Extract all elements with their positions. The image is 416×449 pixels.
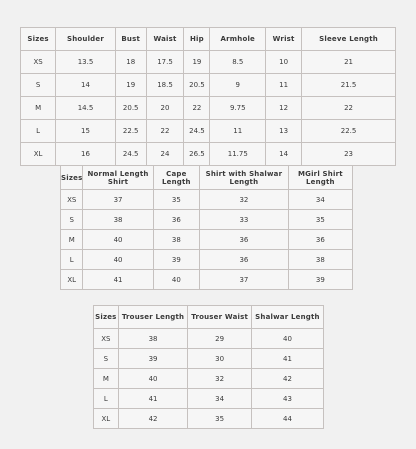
table-cell: 33 — [200, 210, 289, 230]
table-cell: 39 — [153, 250, 200, 270]
table-cell: 23 — [302, 143, 396, 166]
table-cell: 14 — [56, 74, 116, 97]
table-cell: 36 — [200, 250, 289, 270]
table-cell: 36 — [288, 230, 352, 250]
table-row — [94, 349, 324, 369]
table-cell: 44 — [251, 409, 323, 429]
table-cell: 42 — [118, 409, 188, 429]
table-row — [21, 143, 396, 166]
table-cell: S — [21, 74, 56, 97]
table-cell: 13 — [266, 120, 302, 143]
column-header: Hip — [184, 28, 210, 51]
table-row — [61, 210, 353, 230]
table-cell: 37 — [83, 190, 153, 210]
column-header: MGirl Shirt Length — [288, 166, 352, 190]
table-cell: 24 — [146, 143, 184, 166]
column-header: Wrist — [266, 28, 302, 51]
table-cell: 21 — [302, 51, 396, 74]
table-cell: 35 — [288, 210, 352, 230]
table-cell: L — [21, 120, 56, 143]
table-cell: S — [94, 349, 119, 369]
table-row — [21, 97, 396, 120]
table-row — [61, 190, 353, 210]
table-cell: 16 — [56, 143, 116, 166]
table-cell: L — [94, 389, 119, 409]
table-row — [94, 409, 324, 429]
table-cell: 15 — [56, 120, 116, 143]
table-cell: 9.75 — [210, 97, 266, 120]
table-cell: S — [61, 210, 83, 230]
column-header: Trouser Waist — [188, 306, 252, 329]
table-cell: 40 — [83, 230, 153, 250]
table-cell: 35 — [153, 190, 200, 210]
table-cell: 20.5 — [184, 74, 210, 97]
column-header: Sizes — [21, 28, 56, 51]
table-cell: M — [61, 230, 83, 250]
table-cell: 26.5 — [184, 143, 210, 166]
table-header-row — [61, 166, 353, 190]
table-cell: 11 — [210, 120, 266, 143]
table-header-row — [21, 28, 396, 51]
table-row — [94, 329, 324, 349]
table-cell: 34 — [288, 190, 352, 210]
table-cell: 10 — [266, 51, 302, 74]
table-cell: 40 — [153, 270, 200, 290]
table-cell: 24.5 — [184, 120, 210, 143]
column-header: Normal Length Shirt — [83, 166, 153, 190]
table-cell: 38 — [118, 329, 188, 349]
table-cell: 12 — [266, 97, 302, 120]
table-row — [21, 120, 396, 143]
table-row — [61, 230, 353, 250]
column-header: Shirt with Shalwar Length — [200, 166, 289, 190]
table-cell: XS — [94, 329, 119, 349]
table-cell: 14 — [266, 143, 302, 166]
table-cell: 17.5 — [146, 51, 184, 74]
table-cell: L — [61, 250, 83, 270]
size-chart-body — [20, 27, 396, 166]
table-cell: 22.5 — [115, 120, 146, 143]
column-header: Cape Length — [153, 166, 200, 190]
table-cell: 37 — [200, 270, 289, 290]
table-cell: 41 — [118, 389, 188, 409]
table-cell: 32 — [200, 190, 289, 210]
column-header: Shoulder — [56, 28, 116, 51]
table-cell: 43 — [251, 389, 323, 409]
table-cell: 19 — [184, 51, 210, 74]
table-cell: XL — [21, 143, 56, 166]
table-cell: 38 — [288, 250, 352, 270]
table-cell: 22 — [184, 97, 210, 120]
table-cell: XS — [61, 190, 83, 210]
column-header: Bust — [115, 28, 146, 51]
table-cell: 29 — [188, 329, 252, 349]
table-cell: 32 — [188, 369, 252, 389]
table-header-row — [94, 306, 324, 329]
table-cell: 8.5 — [210, 51, 266, 74]
table-cell: 41 — [251, 349, 323, 369]
table-cell: 42 — [251, 369, 323, 389]
table-cell: 38 — [153, 230, 200, 250]
column-header: Sizes — [94, 306, 119, 329]
size-chart-shirt — [60, 165, 353, 290]
table-cell: 38 — [83, 210, 153, 230]
column-header: Waist — [146, 28, 184, 51]
table-cell: 18 — [115, 51, 146, 74]
table-cell: 40 — [251, 329, 323, 349]
table-cell: 41 — [83, 270, 153, 290]
table-cell: 40 — [83, 250, 153, 270]
table-cell: 39 — [118, 349, 188, 369]
table-cell: 36 — [153, 210, 200, 230]
table-cell: 40 — [118, 369, 188, 389]
column-header: Trouser Length — [118, 306, 188, 329]
table-cell: XS — [21, 51, 56, 74]
table-row — [94, 369, 324, 389]
table-cell: 11.75 — [210, 143, 266, 166]
table-cell: 11 — [266, 74, 302, 97]
table-cell: M — [94, 369, 119, 389]
table-cell: 20.5 — [115, 97, 146, 120]
table-cell: 36 — [200, 230, 289, 250]
column-header: Sleeve Length — [302, 28, 396, 51]
table-cell: 9 — [210, 74, 266, 97]
table-row — [21, 74, 396, 97]
table-cell: 22 — [302, 97, 396, 120]
table-cell: 13.5 — [56, 51, 116, 74]
table-cell: 21.5 — [302, 74, 396, 97]
table-row — [61, 270, 353, 290]
table-cell: 22 — [146, 120, 184, 143]
table-row — [21, 51, 396, 74]
column-header: Armhole — [210, 28, 266, 51]
table-cell: 35 — [188, 409, 252, 429]
table-cell: 14.5 — [56, 97, 116, 120]
table-cell: 19 — [115, 74, 146, 97]
column-header: Sizes — [61, 166, 83, 190]
size-chart-trouser — [93, 305, 324, 429]
table-cell: XL — [61, 270, 83, 290]
table-cell: XL — [94, 409, 119, 429]
table-cell: 34 — [188, 389, 252, 409]
table-cell: M — [21, 97, 56, 120]
table-cell: 30 — [188, 349, 252, 369]
table-cell: 18.5 — [146, 74, 184, 97]
table-cell: 20 — [146, 97, 184, 120]
table-row — [94, 389, 324, 409]
table-row — [61, 250, 353, 270]
table-cell: 24.5 — [115, 143, 146, 166]
column-header: Shalwar Length — [251, 306, 323, 329]
table-cell: 22.5 — [302, 120, 396, 143]
table-cell: 39 — [288, 270, 352, 290]
